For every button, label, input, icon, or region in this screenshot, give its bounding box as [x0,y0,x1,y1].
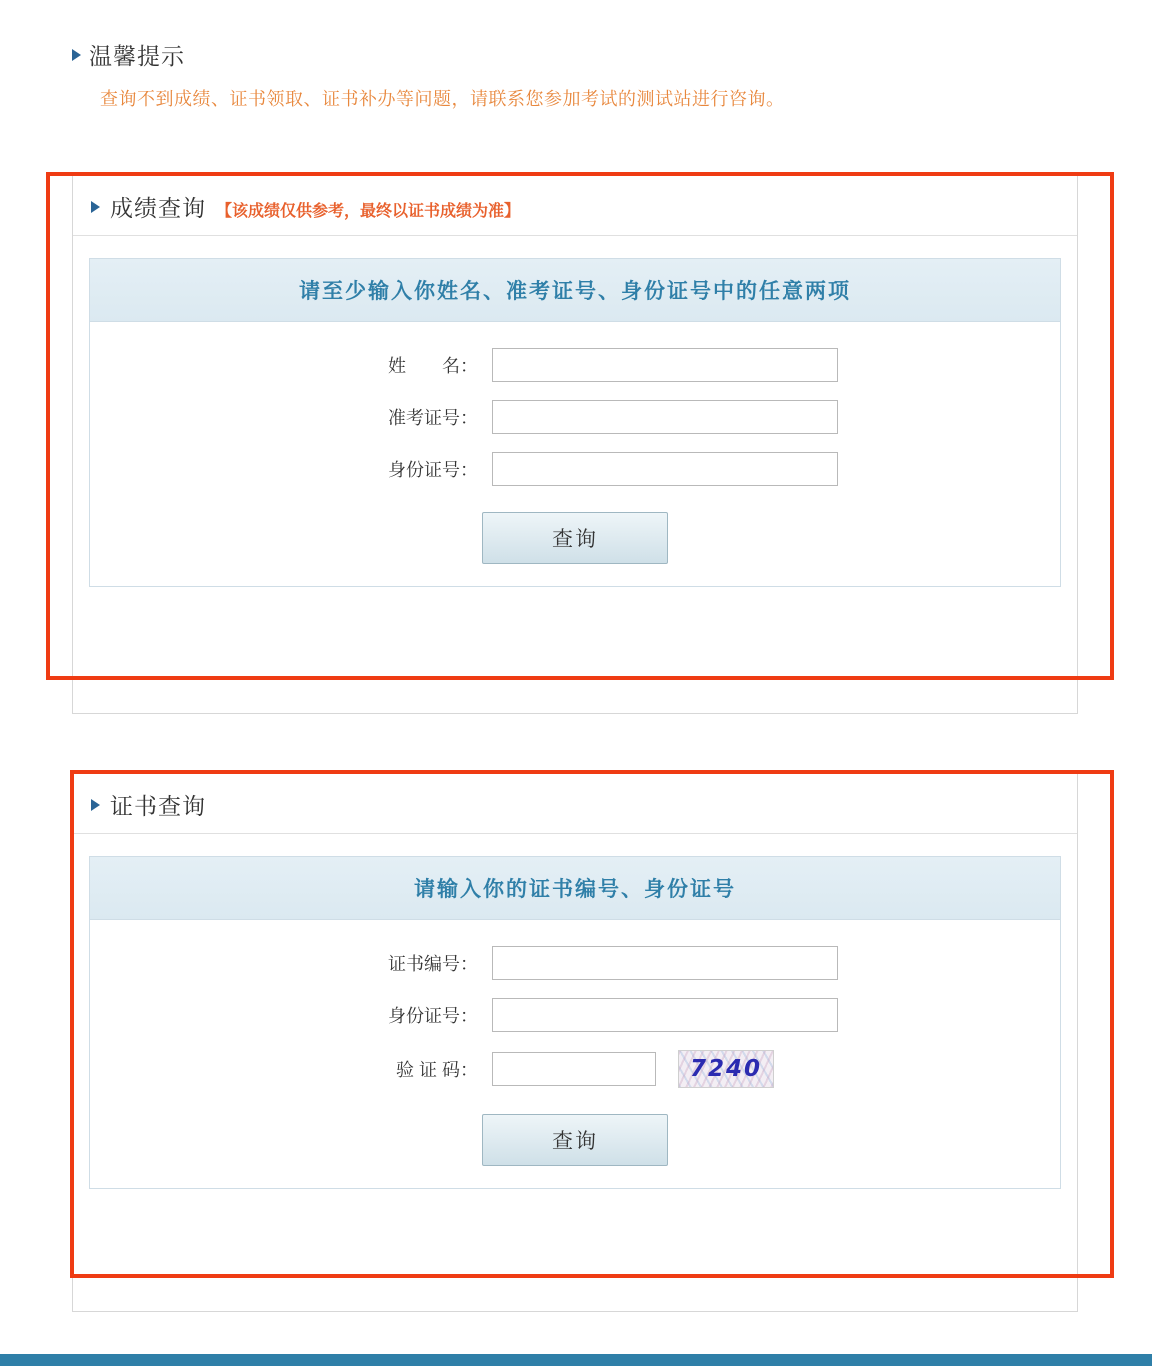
certificate-form-body [90,920,1060,1188]
score-form-instruction: 请至少输入你姓名、准考证号、身份证号中的任意两项 [90,259,1060,322]
footer-bar [0,1354,1152,1366]
certificate-query-form [89,856,1061,1189]
score-admission-row [90,400,1060,434]
certificate-id-row [90,998,1060,1032]
score-id-row [90,452,1060,486]
score-query-title: 成绩查询 [110,195,206,221]
certificate-query-submit-button[interactable]: 查询 [482,1114,668,1166]
certificate-query-title: 证书查询 [110,793,206,819]
certificate-captcha-row [90,1050,1060,1088]
certificate-number-label: 证书编号： [388,954,478,974]
certificate-id-label: 身份证号： [388,1006,478,1026]
score-id-label: 身份证号： [388,460,478,480]
tip-text: 查询不到成绩、证书领取、证书补办等问题，请联系您参加考试的测试站进行咨询。 [100,89,785,109]
score-admission-label: 准考证号： [388,408,478,428]
captcha-image[interactable]: 7240 [678,1050,774,1088]
tip-section [72,38,1080,111]
certificate-captcha-input[interactable] [492,1052,656,1086]
tip-title: 温馨提示 [89,43,185,69]
score-id-number-input[interactable] [492,452,838,486]
score-form-body [90,322,1060,586]
triangle-bullet-icon [91,799,100,811]
certificate-query-panel [72,774,1078,1312]
score-query-header [73,176,1077,236]
certificate-number-input[interactable] [492,946,838,980]
certificate-submit-wrap [90,1114,1060,1166]
score-query-form [89,258,1061,587]
footer-spacer [0,1340,1152,1354]
score-admission-number-input[interactable] [492,400,838,434]
certificate-captcha-label: 验 证 码： [395,1060,478,1080]
tip-header [72,38,1080,71]
certificate-id-number-input[interactable] [492,998,838,1032]
triangle-bullet-icon [72,49,81,61]
score-query-submit-button[interactable]: 查询 [482,512,668,564]
score-name-input[interactable] [492,348,838,382]
score-name-row [90,348,1060,382]
score-query-note: 【该成绩仅供参考，最终以证书成绩为准】 [216,203,521,220]
score-name-label: 姓 名： [388,356,478,376]
certificate-query-header [73,774,1077,834]
certificate-number-row [90,946,1060,980]
certificate-form-instruction: 请输入你的证书编号、身份证号 [90,857,1060,920]
score-query-panel [72,176,1078,714]
score-submit-wrap [90,512,1060,564]
triangle-bullet-icon [91,201,100,213]
